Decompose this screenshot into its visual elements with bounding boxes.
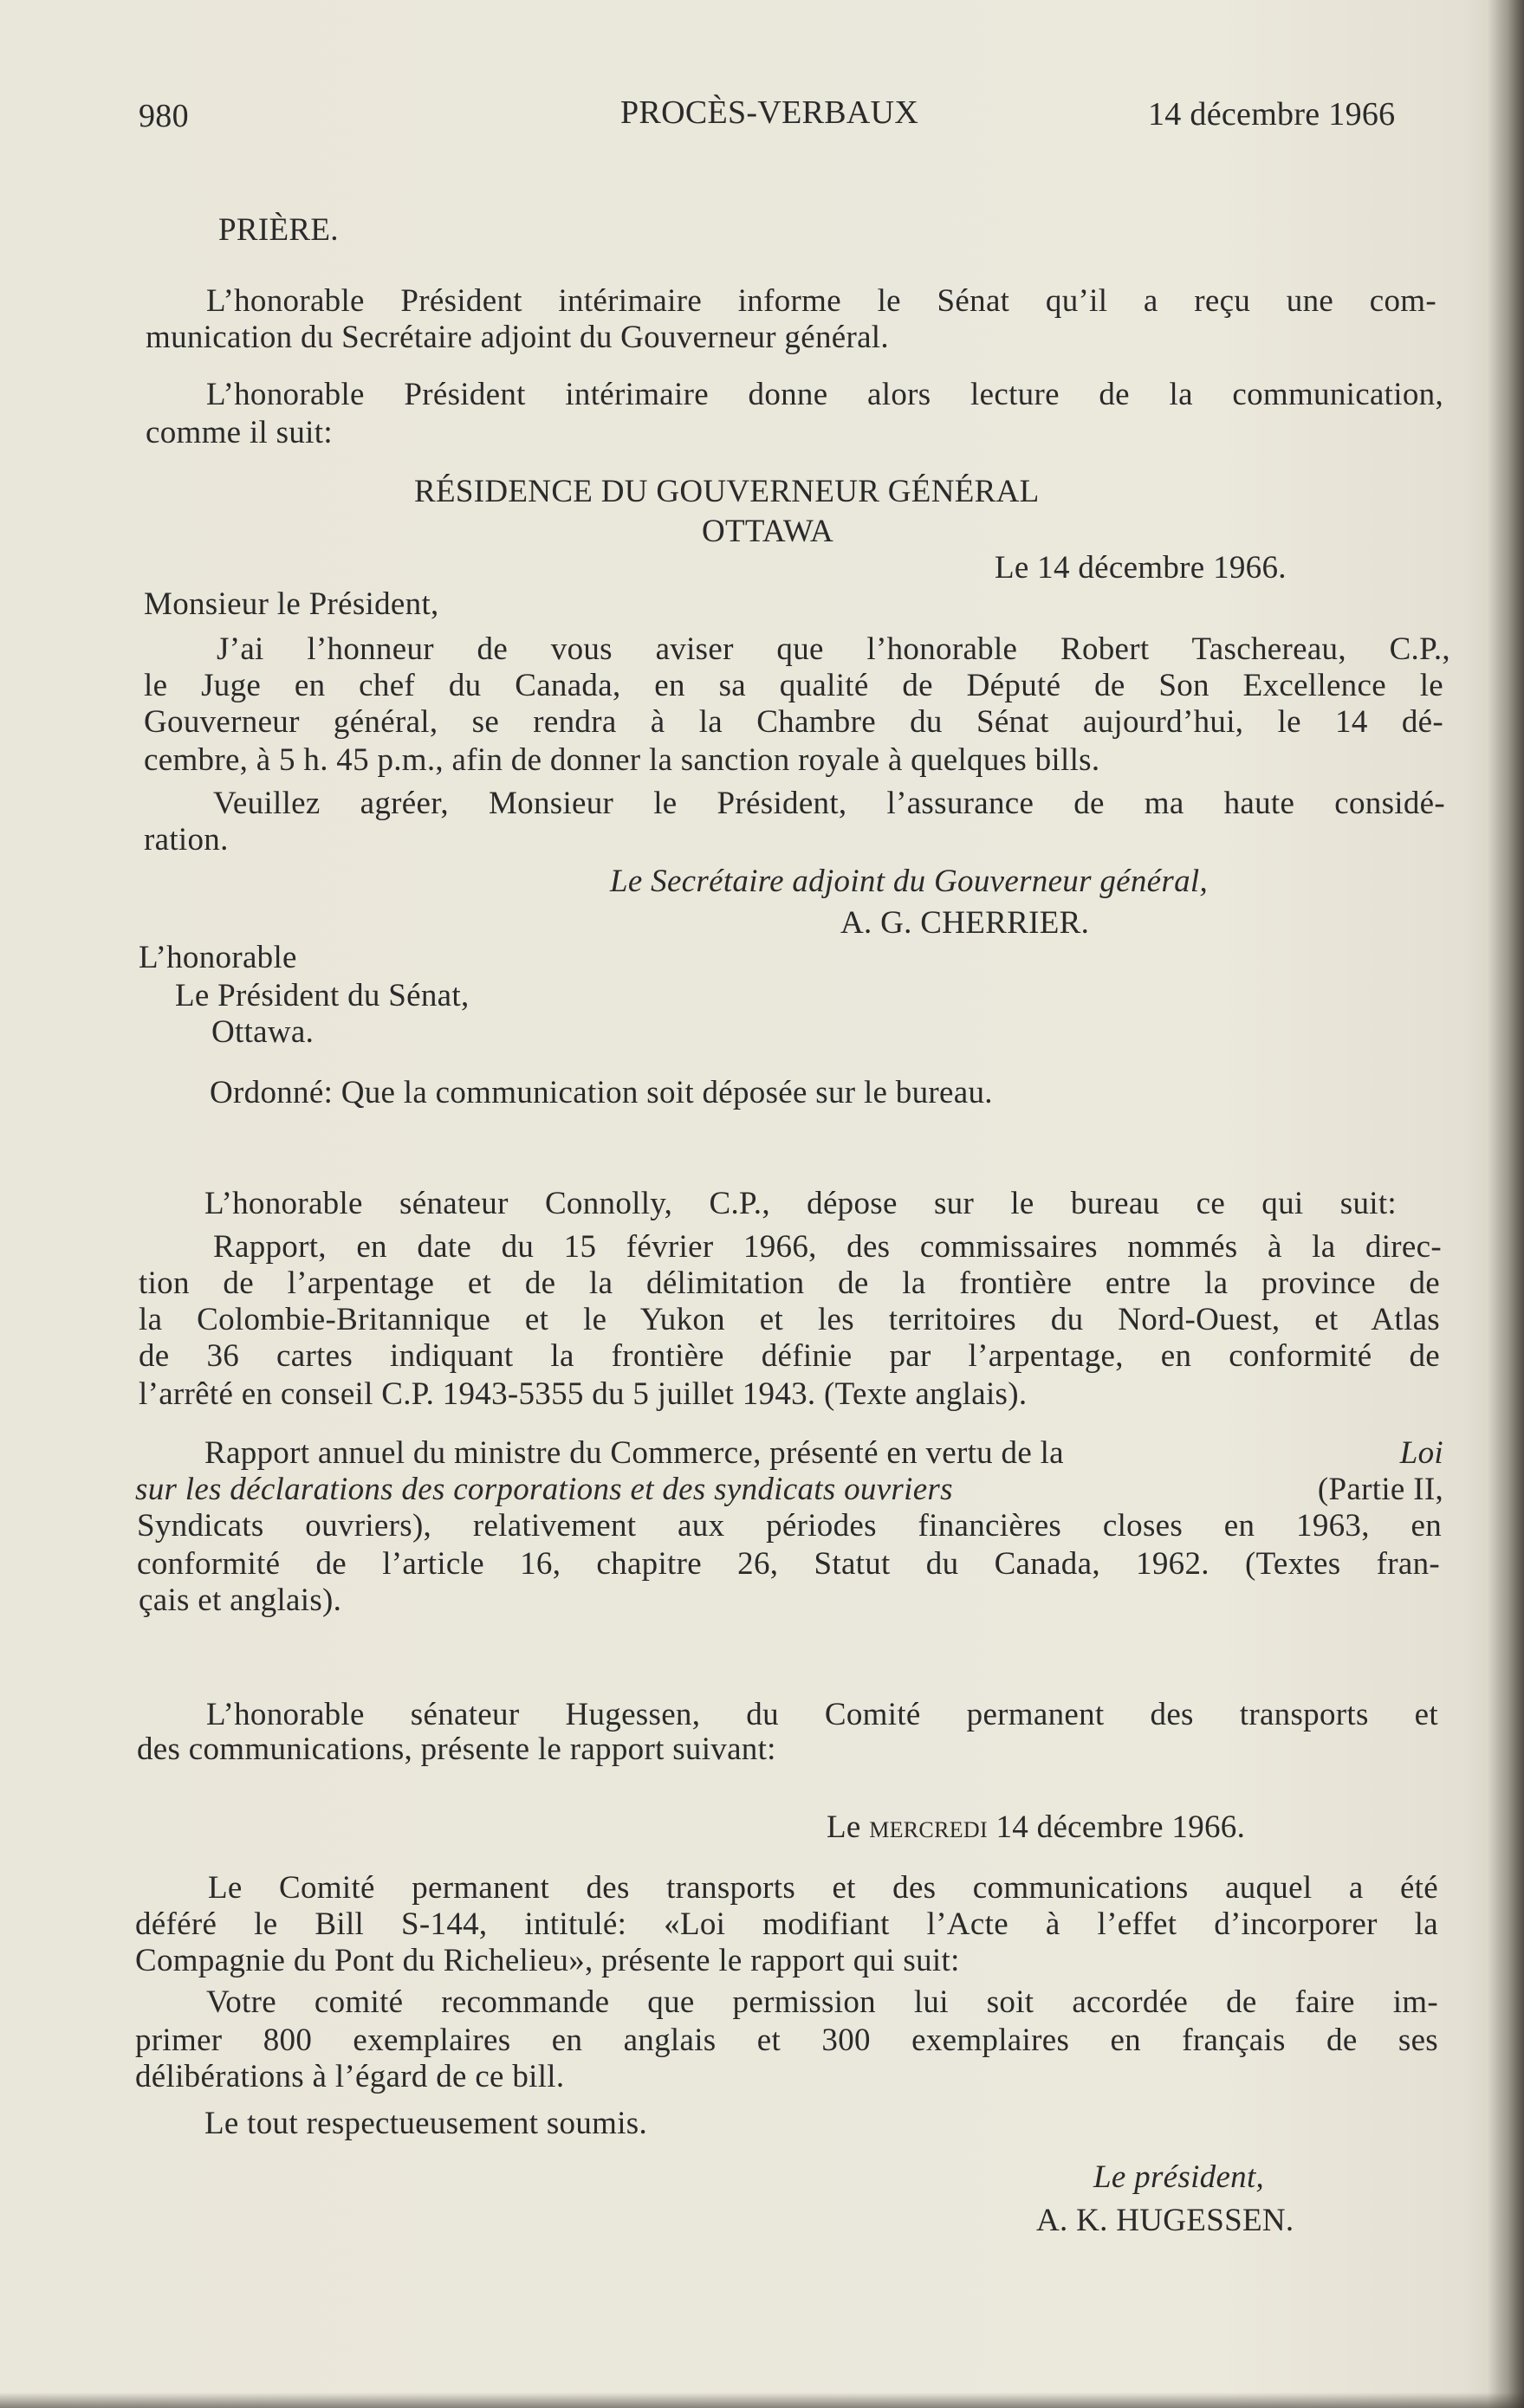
address-line: L’honorable	[139, 940, 297, 975]
rapport2-italic: Loi	[1399, 1435, 1443, 1471]
paragraph-line: comme il suit:	[146, 415, 333, 450]
report-signature-name: A. K. HUGESSEN.	[1036, 2203, 1294, 2238]
rapport2-text: Rapport annuel du ministre du Commerce, présenté en vertu de la	[204, 1435, 1064, 1471]
page-bottom-edge	[0, 2392, 1524, 2408]
paragraph-line: munication du Secrétaire adjoint du Gouverneur général.	[146, 320, 889, 355]
signature-title: Le Secrétaire adjoint du Gouverneur général,	[610, 864, 1209, 899]
connolly-intro: L’honorable sénateur Connolly, C.P., dépose sur le bureau ce qui suit:	[204, 1186, 1397, 1221]
report-line: Votre comité recommande que permission lui soit accordée de faire im-	[206, 1984, 1438, 2020]
report-line: Le Comité permanent des transports et des communications auquel a été	[208, 1870, 1438, 1906]
letter-heading: RÉSIDENCE DU GOUVERNEUR GÉNÉRAL	[414, 474, 1040, 509]
letter-date: Le 14 décembre 1966.	[995, 550, 1287, 586]
report-closing: Le tout respectueusement soumis.	[204, 2106, 648, 2141]
letter-salutation: Monsieur le Président,	[144, 586, 439, 622]
rapport-line: la Colombie-Britannique et le Yukon et les territoires du Nord-Ouest, et Atlas	[139, 1302, 1440, 1337]
rapport2-line	[135, 1471, 1443, 1509]
report-line: Compagnie du Pont du Richelieu», présente le rapport qui suit:	[135, 1943, 960, 1978]
address-line: Ottawa.	[211, 1014, 315, 1050]
letter-heading-city: OTTAWA	[702, 514, 834, 549]
report-line: délibérations à l’égard de ce bill.	[135, 2059, 565, 2094]
report-date	[827, 1809, 1245, 1847]
letter-closing-line: ration.	[144, 822, 229, 858]
signature-name: A. G. CHERRIER.	[840, 905, 1090, 941]
report-signature-title: Le président,	[1093, 2159, 1265, 2195]
rapport-line: tion de l’arpentage et de la délimitation de la frontière entre la province de	[139, 1265, 1440, 1301]
address-line: Le Président du Sénat,	[175, 978, 470, 1013]
priere-heading: PRIÈRE.	[218, 212, 339, 248]
letter-body-line: cembre, à 5 h. 45 p.m., afin de donner la sanction royale à quelques bills.	[144, 742, 1100, 778]
letter-body-line: le Juge en chef du Canada, en sa qualité de Député de Son Excellence le	[144, 668, 1443, 703]
letter-closing-line: Veuillez agréer, Monsieur le Président, l’assurance de ma haute considé-	[213, 786, 1445, 821]
page-edge-shadow	[1488, 0, 1524, 2408]
report-line: déféré le Bill S-144, intitulé: «Loi modifiant l’Acte à l’effet d’incorporer la	[135, 1906, 1438, 1942]
rapport2-line: çais et anglais).	[139, 1583, 342, 1618]
report-line: primer 800 exemplaires en anglais et 300 exemplaires en français de ses	[135, 2023, 1438, 2058]
hugessen-intro-line: des communications, présente le rapport suivant:	[137, 1732, 776, 1767]
rapport2-line: Syndicats ouvriers), relativement aux périodes financières closes en 1963, en	[137, 1508, 1442, 1544]
paragraph-line: L’honorable Président intérimaire informe le Sénat qu’il a reçu une com-	[206, 283, 1436, 319]
rapport-line: de 36 cartes indiquant la frontière définie par l’arpentage, en conformité de	[139, 1338, 1440, 1374]
rapport2-text: (Partie II,	[1317, 1472, 1443, 1507]
letter-body-line: J’ai l’honneur de vous aviser que l’honorable Robert Taschereau, C.P.,	[217, 631, 1450, 667]
rapport2-line: conformité de l’article 16, chapitre 26, Statut du Canada, 1962. (Textes fran-	[137, 1546, 1440, 1582]
header-date: 14 décembre 1966	[1148, 96, 1396, 133]
report-date-day: mercredi	[869, 1809, 988, 1845]
hugessen-intro-line: L’honorable sénateur Hugessen, du Comité permanent des transports et	[206, 1697, 1438, 1732]
report-date-le: Le	[827, 1809, 861, 1845]
letter-body-line: Gouverneur général, se rendra à la Chambre du Sénat aujourd’hui, le 14 dé-	[144, 704, 1443, 740]
rapport2-line	[204, 1434, 1443, 1473]
running-title: PROCÈS-VERBAUX	[620, 94, 919, 131]
rapport2-law-title: sur les déclarations des corporations et des syndicats ouvriers	[135, 1472, 953, 1507]
paragraph-line: L’honorable Président intérimaire donne alors lecture de la communication,	[206, 377, 1443, 412]
report-date-rest: 14 décembre 1966.	[995, 1809, 1246, 1845]
page-number: 980	[139, 98, 189, 134]
rapport-line: l’arrêté en conseil C.P. 1943-5355 du 5 juillet 1943. (Texte anglais).	[139, 1376, 1028, 1412]
ordonne-line: Ordonné: Que la communication soit déposée sur le bureau.	[210, 1075, 993, 1110]
rapport-line: Rapport, en date du 15 février 1966, des commissaires nommés à la direc-	[213, 1229, 1442, 1265]
